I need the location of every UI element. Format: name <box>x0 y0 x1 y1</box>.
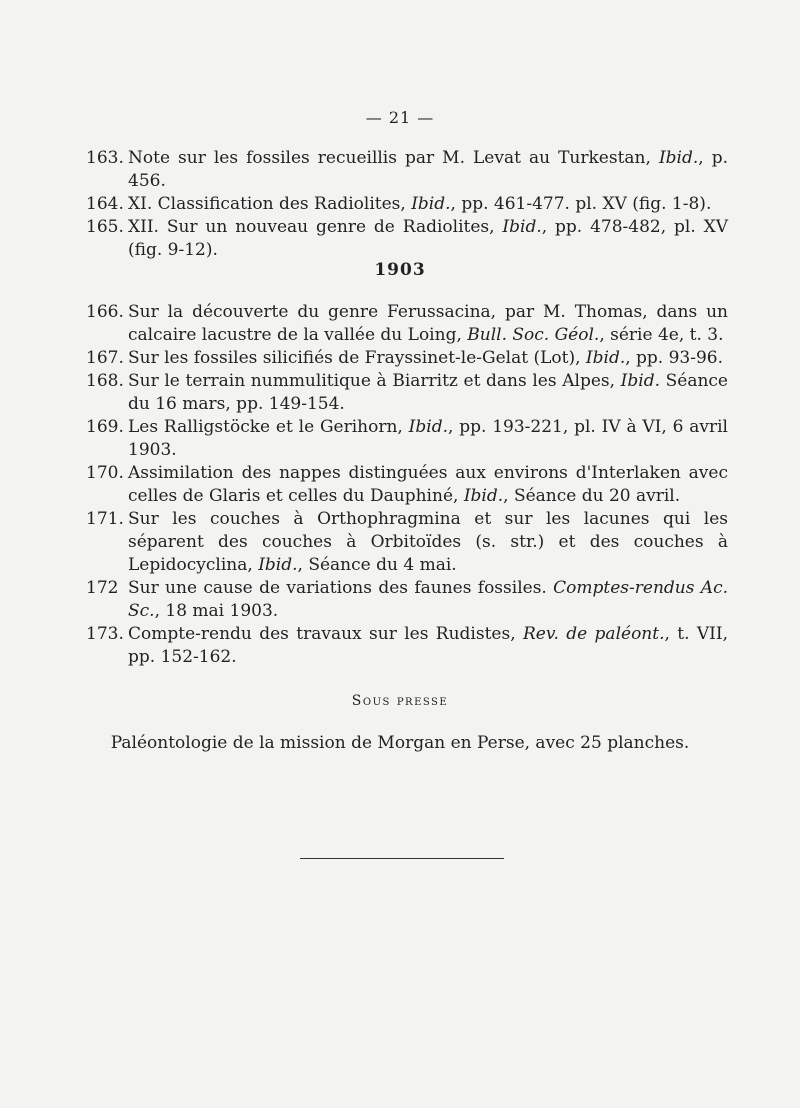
bibliography-list-1902 <box>86 147 728 262</box>
bibliography-entry <box>86 216 728 262</box>
entry-number: 165. <box>86 217 124 237</box>
entry-number: 164. <box>86 194 124 214</box>
horizontal-rule <box>300 858 504 859</box>
bibliography-entry <box>86 301 728 347</box>
bibliography-entry <box>86 193 728 216</box>
entry-text: Sur le terrain nummulitique à Biarritz et dans les Alpes, Ibid. Séance du 16 mars, pp. 149-154. <box>128 371 728 414</box>
entry-text: Les Ralligstöcke et le Gerihorn, Ibid., pp. 193-221, pl. IV à VI, 6 avril 1903. <box>128 417 728 460</box>
entry-text: Sur la découverte du genre Ferussacina, par M. Thomas, dans un calcaire lacustre de la vallée du Loing, Bull. Soc. Géol., série 4e, t. 3. <box>128 302 728 345</box>
bibliography-entry <box>86 577 728 623</box>
entry-number: 173. <box>86 624 124 644</box>
entry-number: 167. <box>86 348 124 368</box>
forthcoming-publication: Paléontologie de la mission de Morgan en Perse, avec 25 planches. <box>110 733 690 753</box>
entry-text: Sur les couches à Orthophragmina et sur les lacunes qui les séparent des couches à Orbitoïdes (s. str.) et des couches à Lepidocyclina, Ibid., Séance du 4 mai. <box>128 509 728 575</box>
entry-text: XII. Sur un nouveau genre de Radiolites, Ibid., pp. 478-482, pl. XV (fig. 9-12). <box>128 217 728 260</box>
entry-number: 168. <box>86 371 124 391</box>
bibliography-entry <box>86 623 728 669</box>
entry-text: XI. Classification des Radiolites, Ibid., pp. 461-477. pl. XV (fig. 1-8). <box>128 194 712 214</box>
entry-text: Assimilation des nappes distinguées aux environs d'Interlaken avec celles de Glaris et celles du Dauphiné, Ibid., Séance du 20 avril. <box>128 463 728 506</box>
entry-number: 166. <box>86 302 124 322</box>
entry-text: Sur les fossiles silicifiés de Frayssinet-le-Gelat (Lot), Ibid., pp. 93-96. <box>128 348 724 368</box>
bibliography-entry <box>86 508 728 577</box>
year-heading: 1903 <box>374 260 426 280</box>
section-heading-sous-presse: Sous presse <box>351 693 449 709</box>
bibliography-entry <box>86 347 728 370</box>
entry-number: 172 <box>86 578 119 598</box>
bibliography-entry <box>86 370 728 416</box>
bibliography-entry <box>86 462 728 508</box>
entry-number: 169. <box>86 417 124 437</box>
entry-number: 171. <box>86 509 124 529</box>
page-number: — 21 — <box>365 108 435 127</box>
bibliography-entry <box>86 147 728 193</box>
bibliography-list-1903 <box>86 301 728 669</box>
entry-text: Compte-rendu des travaux sur les Rudistes, Rev. de paléont., t. VII, pp. 152-162. <box>128 624 729 667</box>
entry-number: 170. <box>86 463 124 483</box>
entry-number: 163. <box>86 148 124 168</box>
bibliography-entry <box>86 416 728 462</box>
entry-text: Sur une cause de variations des faunes fossiles. Comptes-rendus Ac. Sc., 18 mai 1903. <box>128 578 729 621</box>
entry-text: Note sur les fossiles recueillis par M. Levat au Turkestan, Ibid., p. 456. <box>128 148 729 191</box>
